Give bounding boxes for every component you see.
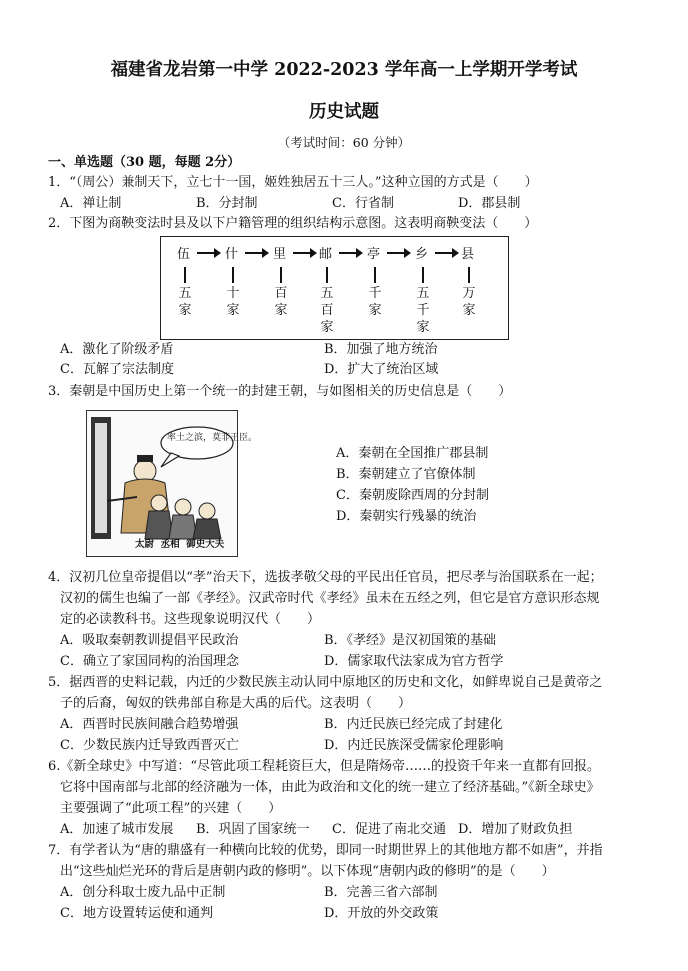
node-you: 邮 (319, 247, 333, 262)
q5-option-c: C．少数民族内迁导致西晋灭亡 (60, 738, 239, 753)
connector-line (280, 267, 282, 283)
q2-option-b: B．加强了地方统治 (324, 342, 438, 357)
households-xian: 万家 (462, 286, 476, 318)
subject-title: 历史试题 (309, 102, 379, 122)
connector-line (422, 267, 424, 283)
question-4-line-1: 4．汉初几位皇帝提倡以“孝”治天下，选拔孝敬父母的平民出任官员，把尽孝与治国联系在一起； (48, 570, 603, 585)
connector-line (184, 267, 186, 283)
q5-option-b: B．内迁民族已经完成了封建化 (324, 717, 503, 732)
q3-option-c: C．秦朝废除西周的分封制 (336, 488, 489, 503)
connector-line (468, 267, 470, 283)
arrow (197, 252, 215, 254)
q1-option-d: D．郡县制 (458, 196, 521, 211)
question-5-line-2: 子的后裔，匈奴的铁弗部自称是大禹的后代。这表明（ ） (60, 696, 412, 711)
connector-line (326, 267, 328, 283)
q7-option-c: C．地方设置转运使和通判 (60, 906, 213, 921)
node-li: 里 (273, 247, 287, 262)
cartoon-caption: 太尉 丞相 御史大夫 (135, 539, 225, 550)
households-shi: 十家 (226, 286, 240, 318)
q6-option-b: B．巩固了国家统一 (196, 822, 310, 837)
q2-option-c: C．瓦解了宗法制度 (60, 362, 174, 377)
q6-option-c: C．促进了南北交通 (332, 822, 446, 837)
q4-option-d: D．儒家取代法家成为官方哲学 (324, 654, 504, 669)
question-6-line-2: 它将中国南部与北部的经济融为一体，由此为政治和文化的统一建立了经济基础。”《新全球史》 (60, 780, 600, 795)
node-xiang: 乡 (415, 247, 429, 262)
q3-option-a: A．秦朝在全国推广郡县制 (336, 446, 489, 461)
section-heading: 一、单选题（30 题，每题 2分） (48, 155, 241, 170)
q7-option-a: A．创分科取士废九品中正制 (60, 885, 226, 900)
question-2-stem: 2．下图为商鞅变法时县及以下户籍管理的组织结构示意图。这表明商鞅变法（ ） (48, 216, 538, 231)
q6-option-a: A．加速了城市发展 (60, 822, 174, 837)
q7-option-d: D．开放的外交政策 (324, 906, 439, 921)
exam-time: （考试时间：60 分钟） (277, 135, 411, 150)
households-xiang: 五千家 (416, 286, 430, 335)
document-title: 福建省龙岩第一中学 2022-2023 学年高一上学期开学考试 (110, 60, 578, 80)
households-li: 百家 (274, 286, 288, 318)
qin-court-cartoon (86, 410, 258, 557)
arrow (293, 252, 311, 254)
households-wu: 五家 (178, 286, 192, 318)
arrow (435, 252, 453, 254)
q3-option-b: B．秦朝建立了官僚体制 (336, 467, 476, 482)
question-7-line-1: 7．有学者认为“唐的鼎盛有一种横向比较的优势，即同一时期世界上的其他地方都不如唐”，并指 (48, 843, 603, 858)
question-7-line-2: 出“这些灿烂光环的背后是唐朝内政的修明”。以下体现“唐朝内政的修明”的是（ ） (60, 864, 555, 879)
q1-option-a: A．禅让制 (60, 196, 122, 211)
q6-option-d: D．增加了财政负担 (458, 822, 573, 837)
question-6-line-1: 6.《新全球史》中写道：“尽管此项工程耗资巨大，但是隋炀帝……的投资千年来一直都有回报。 (48, 759, 601, 774)
arrow (387, 252, 405, 254)
q4-option-b: B．《孝经》是汉初国策的基础 (324, 633, 497, 648)
q3-option-d: D．秦朝实行残暴的统治 (336, 509, 477, 524)
q4-option-a: A．吸取秦朝教训提倡平民政治 (60, 633, 239, 648)
q7-option-b: B．完善三省六部制 (324, 885, 438, 900)
node-xian: 县 (461, 247, 475, 262)
q2-option-a: A．激化了阶级矛盾 (60, 342, 174, 357)
node-shi: 什 (225, 247, 239, 262)
q5-option-d: D．内迁民族深受儒家伦理影响 (324, 738, 504, 753)
household-structure-diagram (160, 236, 509, 340)
households-ting: 千家 (368, 286, 382, 318)
q1-option-c: C．行省制 (332, 196, 394, 211)
q5-option-a: A．西晋时民族间融合趋势增强 (60, 717, 239, 732)
connector-line (232, 267, 234, 283)
question-1-stem: 1．“（周公）兼制天下，立七十一国，姬姓独居五十三人。”这种立国的方式是（ ） (48, 175, 538, 190)
arrow (245, 252, 263, 254)
q2-option-d: D．扩大了统治区域 (324, 362, 439, 377)
q4-option-c: C．确立了家国同构的治国理念 (60, 654, 239, 669)
question-6-line-3: 主要强调了“此项工程”的兴建（ ） (60, 801, 282, 816)
q1-option-b: B．分封制 (196, 196, 258, 211)
question-5-line-1: 5．据西晋的史料记载，内迁的少数民族主动认同中原地区的历史和文化，如鲜卑说自己是黄帝之 (48, 675, 603, 690)
connector-line (374, 267, 376, 283)
node-wu: 伍 (177, 247, 191, 262)
question-4-line-2: 汉初的儒生也编了一部《孝经》。汉武帝时代《孝经》虽未在五经之列，但它是官方意识形态规 (60, 591, 600, 606)
speech-bubble-text: 率土之滨，莫非王臣。 (167, 433, 258, 443)
node-ting: 亭 (367, 247, 381, 262)
question-3-stem: 3．秦朝是中国历史上第一个统一的封建王朝，与如图相关的历史信息是（ ） (48, 384, 512, 399)
arrow (339, 252, 357, 254)
question-4-line-3: 定的必读教科书。这些现象说明汉代（ ） (60, 612, 321, 627)
households-you: 五百家 (320, 286, 334, 335)
